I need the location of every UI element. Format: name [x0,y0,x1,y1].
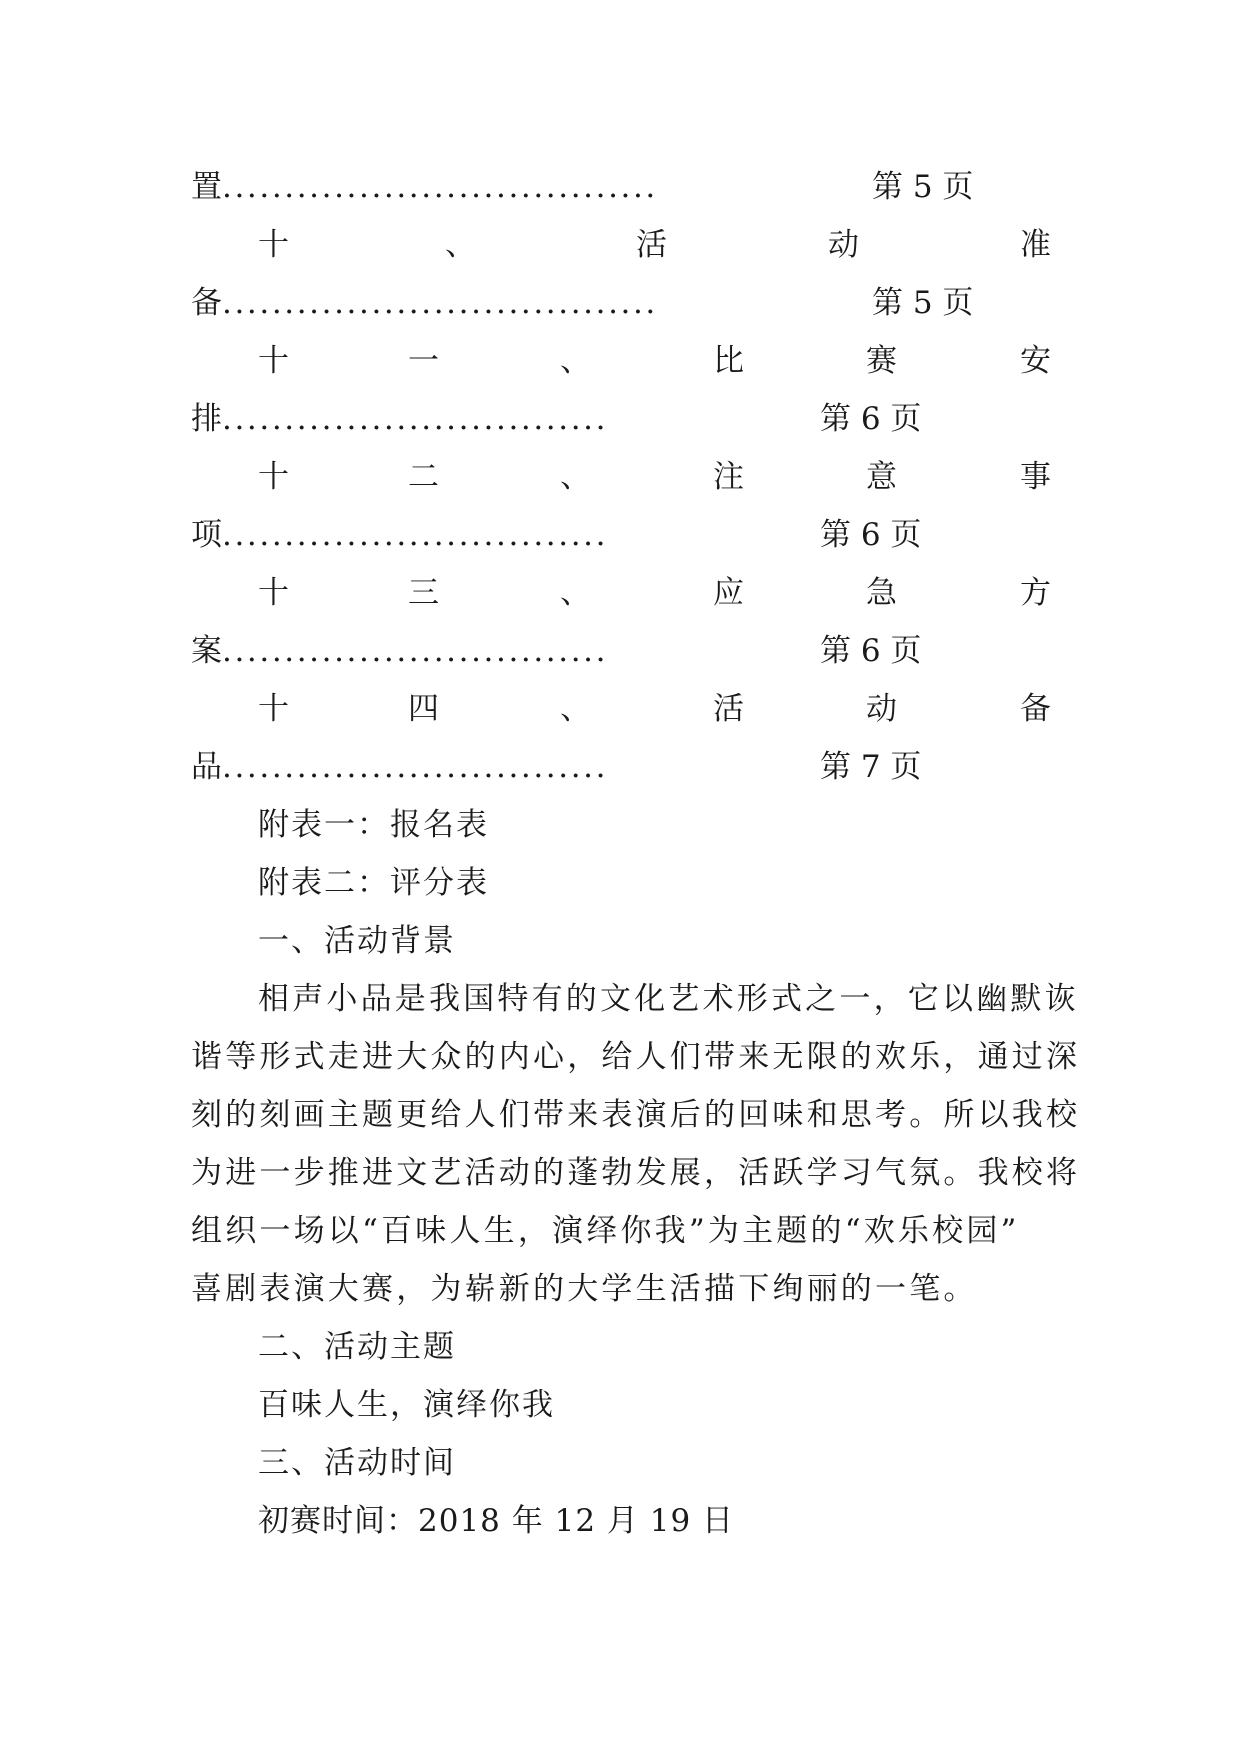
toc-entry-tail: 项 [191,517,222,553]
section-heading: 三、活动时间 [258,1445,456,1481]
toc-word: 动 [866,691,897,727]
toc-page-number: 第 6 页 [820,633,922,669]
toc-page-number: 第 6 页 [820,517,922,553]
toc-word: 十 [258,343,289,379]
toc-word: 一 [408,343,439,379]
toc-word: 动 [828,227,859,263]
toc-word: 、 [560,343,591,379]
toc-entry-ending [0,158,1241,216]
body-paragraph [191,970,1081,1318]
toc-word: 、 [560,459,591,495]
section-heading: 二、活动主题 [258,1329,456,1365]
toc-word: 准 [1020,227,1051,263]
paragraph-line: 刻的刻画主题更给人们带来表演后的回味和思考。所以我校 [191,1097,1081,1133]
toc-leader-dots: ............................... [222,401,609,437]
toc-entry-ending [0,738,1241,796]
toc-page-number: 第 5 页 [872,285,974,321]
section-text: 百味人生，演绎你我 [258,1387,555,1423]
toc-word: 十 [258,575,289,611]
toc-entry-tail: 案 [191,633,222,669]
toc-word: 、 [560,575,591,611]
toc-leader-dots: ................................... [222,285,658,321]
toc-word: 活 [636,227,667,263]
toc-word: 应 [713,575,744,611]
toc-entry-heading [0,680,1241,738]
toc-leader-dots: ............................... [222,633,609,669]
toc-page-number: 第 7 页 [820,749,922,785]
paragraph-line: 谐等形式走进大众的内心，给人们带来无限的欢乐，通过深 [191,1039,1081,1075]
toc-word: 四 [408,691,439,727]
toc-word: 三 [408,575,439,611]
toc-word: 二 [408,459,439,495]
paragraph-line: 组织一场以“百味人生，演绎你我”为主题的“欢乐校园” [191,1213,1020,1249]
toc-page-number: 第 5 页 [872,169,974,205]
toc-word: 急 [866,575,897,611]
section-heading: 一、活动背景 [258,923,456,959]
toc-leader-dots: ................................... [222,169,658,205]
toc-entry-heading [0,332,1241,390]
toc-word: 十 [258,227,289,263]
toc-word: 方 [1020,575,1051,611]
paragraph-line: 为进一步推进文艺活动的蓬勃发展，活跃学习气氛。我校将 [191,1155,1081,1191]
toc-entry-heading [0,216,1241,274]
appendix-item: 附表一：报名表 [258,807,489,843]
appendix-item: 附表二：评分表 [258,865,489,901]
toc-entry-heading [0,564,1241,622]
toc-word: 注 [713,459,744,495]
toc-word: 备 [1020,691,1051,727]
toc-word: 赛 [866,343,897,379]
toc-word: 活 [713,691,744,727]
toc-page-number: 第 6 页 [820,401,922,437]
toc-entry-tail: 置 [191,169,222,205]
toc-leader-dots: ............................... [222,517,609,553]
toc-entry-tail: 排 [191,401,222,437]
toc-entry-tail: 品 [191,749,222,785]
toc-entry-ending [0,622,1241,680]
paragraph-line: 相声小品是我国特有的文化艺术形式之一，它以幽默诙 [258,981,1079,1017]
toc-entry-tail: 备 [191,285,222,321]
toc-word: 意 [866,459,897,495]
paragraph-line: 喜剧表演大赛，为崭新的大学生活描下绚丽的一笔。 [191,1271,978,1307]
toc-word: 、 [560,691,591,727]
toc-word: 比 [713,343,744,379]
toc-leader-dots: ............................... [222,749,609,785]
toc-entry-heading [0,448,1241,506]
toc-entry-ending [0,274,1241,332]
toc-word: 事 [1020,459,1051,495]
toc-word: 十 [258,459,289,495]
section-text: 初赛时间：2018 年 12 月 19 日 [258,1503,735,1539]
toc-entry-ending [0,390,1241,448]
toc-entry-ending [0,506,1241,564]
toc-word: 安 [1020,343,1051,379]
toc-word: 十 [258,691,289,727]
toc-word: 、 [445,227,476,263]
